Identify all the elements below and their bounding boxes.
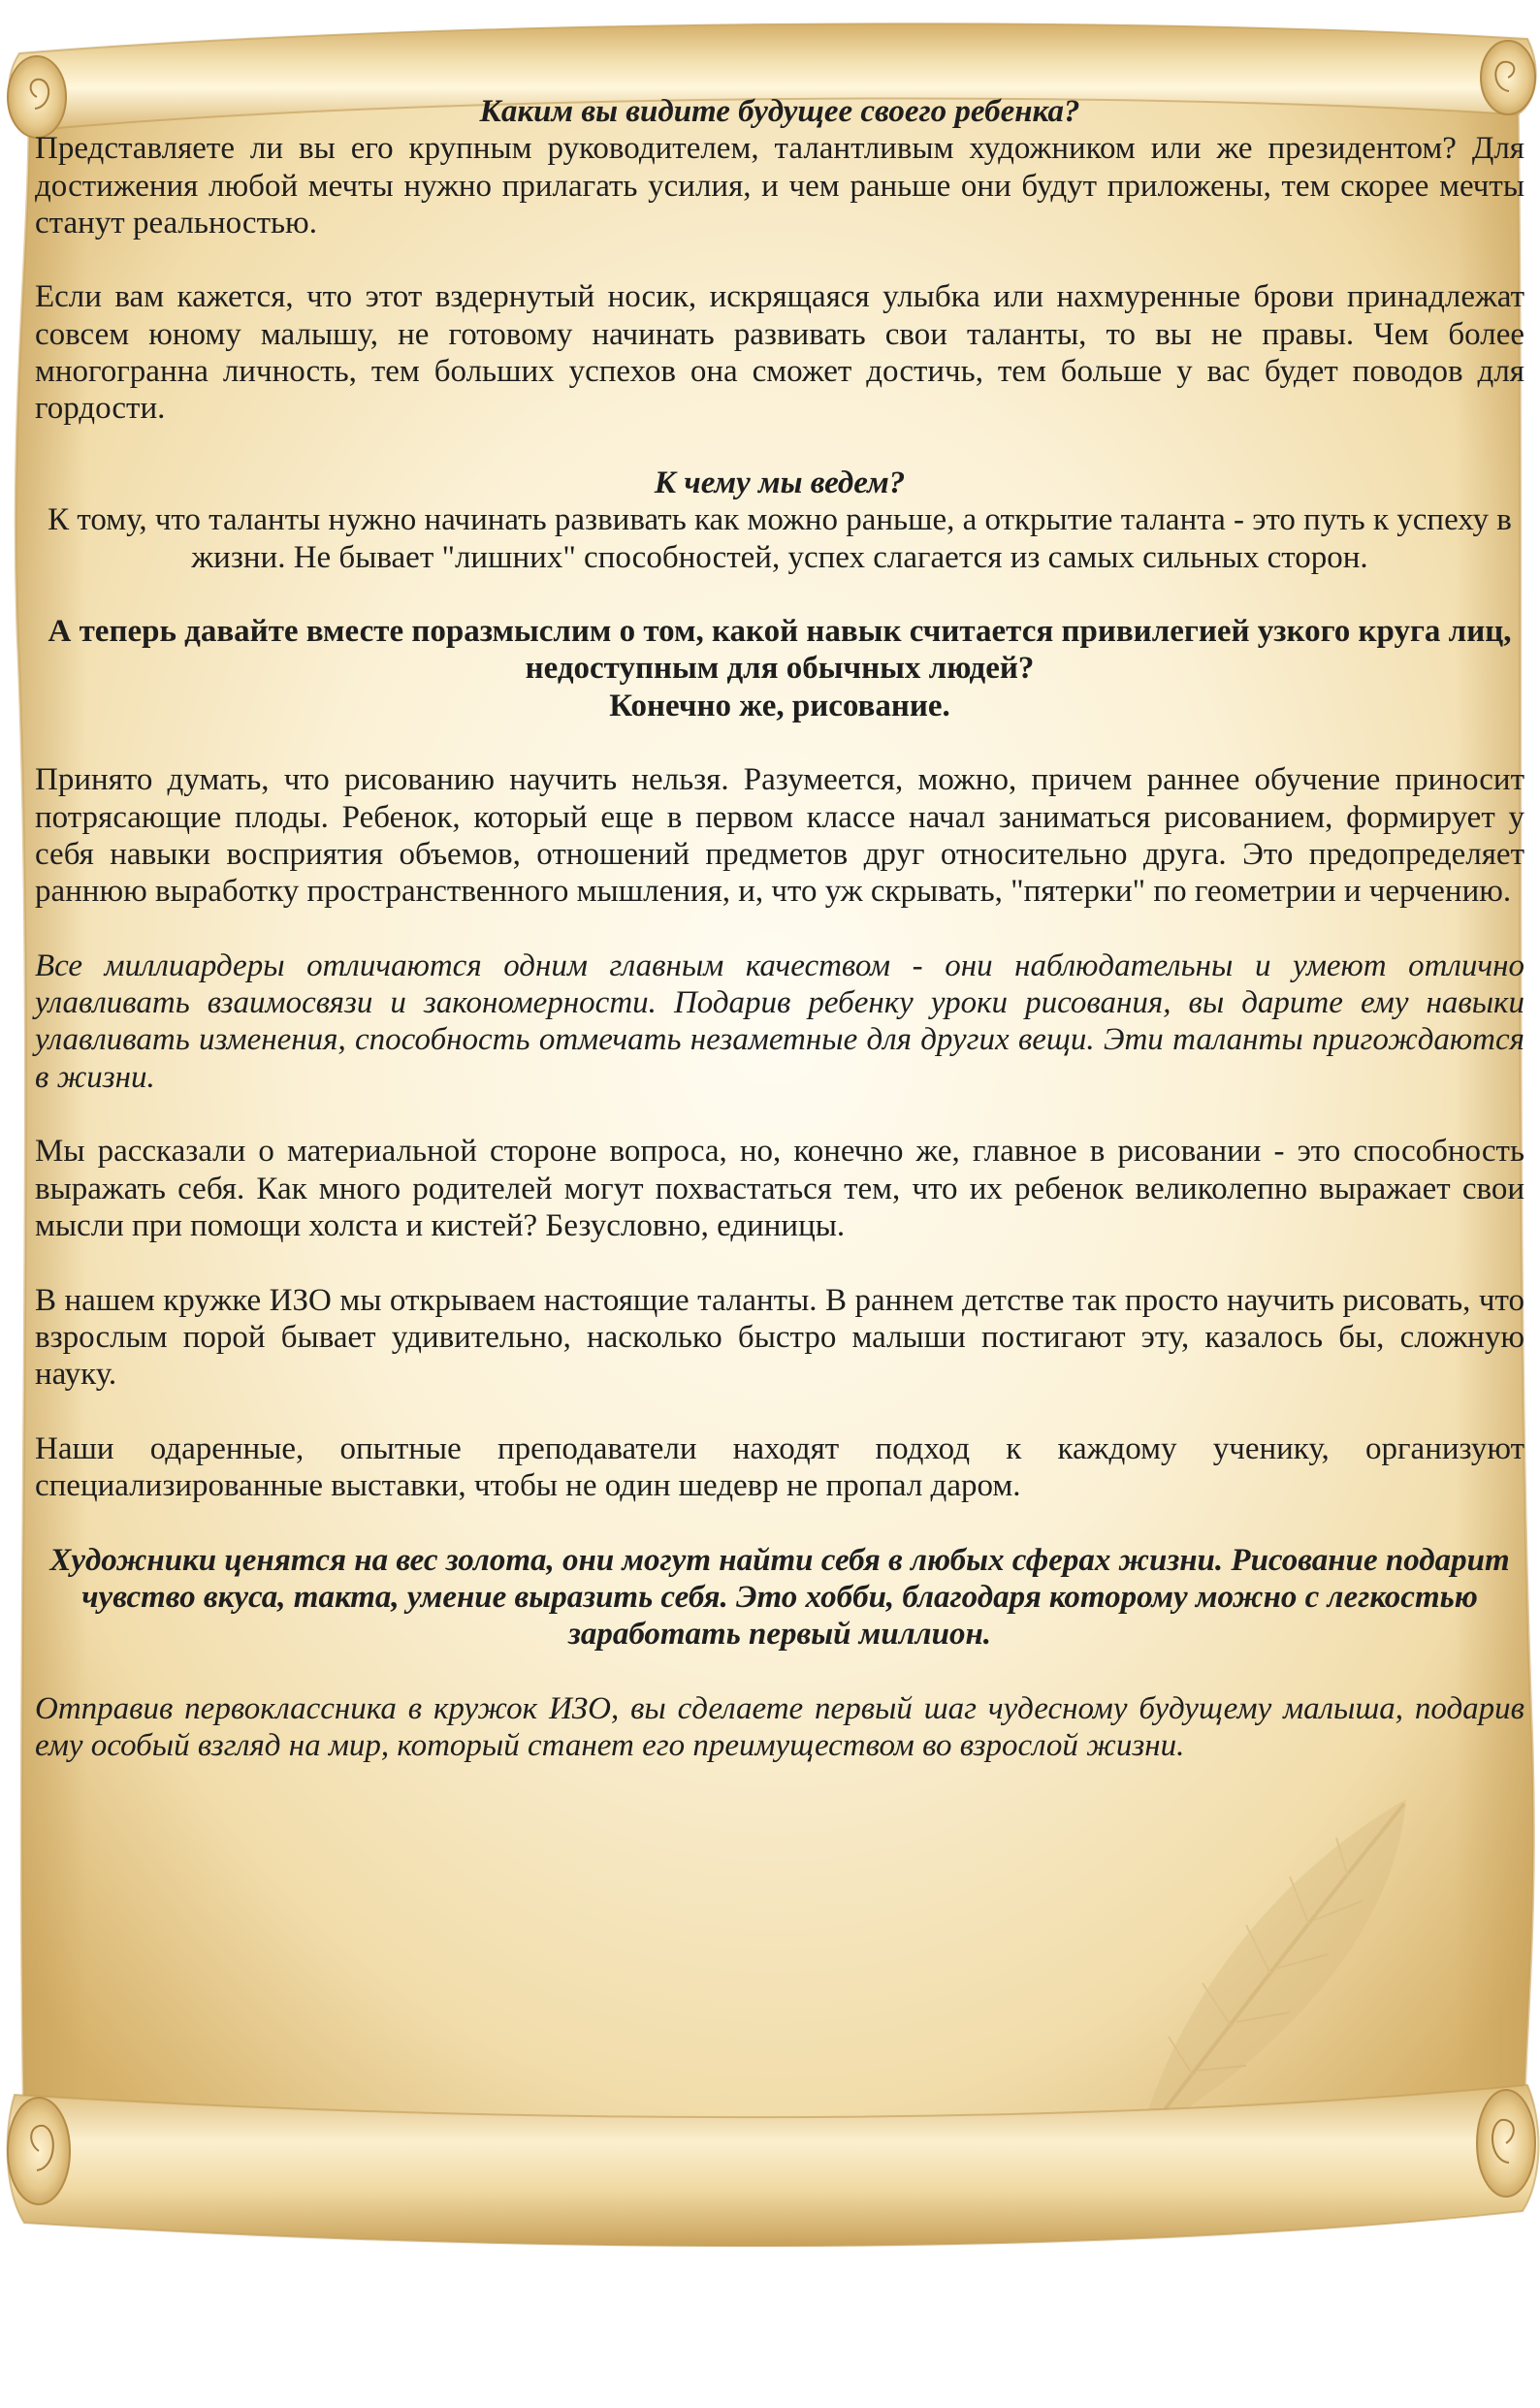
paragraph-artists: Художники ценятся на вес золота, они могут найти себя в любых сферах жизни. Рисование подарит чувство вкуса, такта, умение выразить себя. Это хобби, благодаря которому можно с легкостью заработать первый миллион. xyxy=(49,1542,1510,1653)
paragraph-self-expression: Мы рассказали о материальной стороне вопроса, но, конечно же, главное в рисовании - это способность выражать себя. Как много родителей могут похвастаться тем, что их ребенок великолепно выражает свои мысли при помощи холста и кистей? Безусловно, единицы. xyxy=(35,1134,1524,1243)
paragraph-talents: Если вам кажется, что этот вздернутый носик, искрящаяся улыбка или нахмуренные брови принадлежат совсем юному малышу, не готовому начинать развивать свои таланты, то вы не правы. Чем более многогранна личность, тем больших успехов она сможет достичь, тем больше у вас будет поводов для гордости. xyxy=(35,279,1524,427)
paragraph-billionaires: Все миллиардеры отличаются одним главным качеством - они наблюдательны и умеют отлично улавливать взаимосвязи и закономерности. Подарив ребенку уроки рисования, вы дарите ему навыки улавливать изменения, способность отмечать незаметные для других вещи. Эти таланты пригождаются в жизни. xyxy=(35,947,1524,1095)
paragraph-club: В нашем кружке ИЗО мы открываем настоящие таланты. В раннем детстве так просто научить рисовать, что взрослым порой бывает удивительно, насколько быстро малыши постигают эту, казалось бы, сложную науку. xyxy=(35,1282,1524,1393)
paragraph-teachers: Наши одаренные, опытные преподаватели находят подход к каждому ученику, организуют специализированные выставки, чтобы не один шедевр не пропал даром. xyxy=(35,1430,1524,1503)
answer-drawing: Конечно же, рисование. xyxy=(609,688,950,723)
paragraph-dreams: Представляете ли вы его крупным руководителем, талантливым художником или же президентом? Для достижения любой мечты нужно прилагать усилия, и чем раньше они будут приложены, тем скорее мечты станут реальностью. xyxy=(35,131,1524,241)
paragraph-purpose: К тому, что таланты нужно начинать развивать как можно раньше, а открытие таланта - это путь к успеху в жизни. Не бывает "лишних" способностей, успех слагается из самых сильных сторон. xyxy=(48,502,1512,575)
heading-purpose: К чему мы ведем? xyxy=(654,465,906,500)
heading-future: Каким вы видите будущее своего ребенка? xyxy=(479,94,1080,129)
article-text xyxy=(35,93,1524,1764)
paragraph-learning: Принято думать, что рисованию научить нельзя. Разумеется, можно, причем раннее обучение приносит потрясающие плоды. Ребенок, который еще в первом классе начал заниматься рисованием, формирует у себя навыки восприятия объемов, отношений предметов друг относительно друга. Это предопределяет раннюю выработку пространственного мышления, и, что уж скрывать, "пятерки" по геометрии и черчению. xyxy=(35,762,1524,910)
paragraph-conclusion: Отправив первоклассника в кружок ИЗО, вы сделаете первый шаг чудесному будущему малыша, подарив ему особый взгляд на мир, который станет его преимуществом во взрослой жизни. xyxy=(35,1690,1524,1764)
question-privilege: А теперь давайте вместе поразмыслим о том, какой навык считается привилегией узкого круга лиц, недоступным для обычных людей? xyxy=(48,614,1512,687)
